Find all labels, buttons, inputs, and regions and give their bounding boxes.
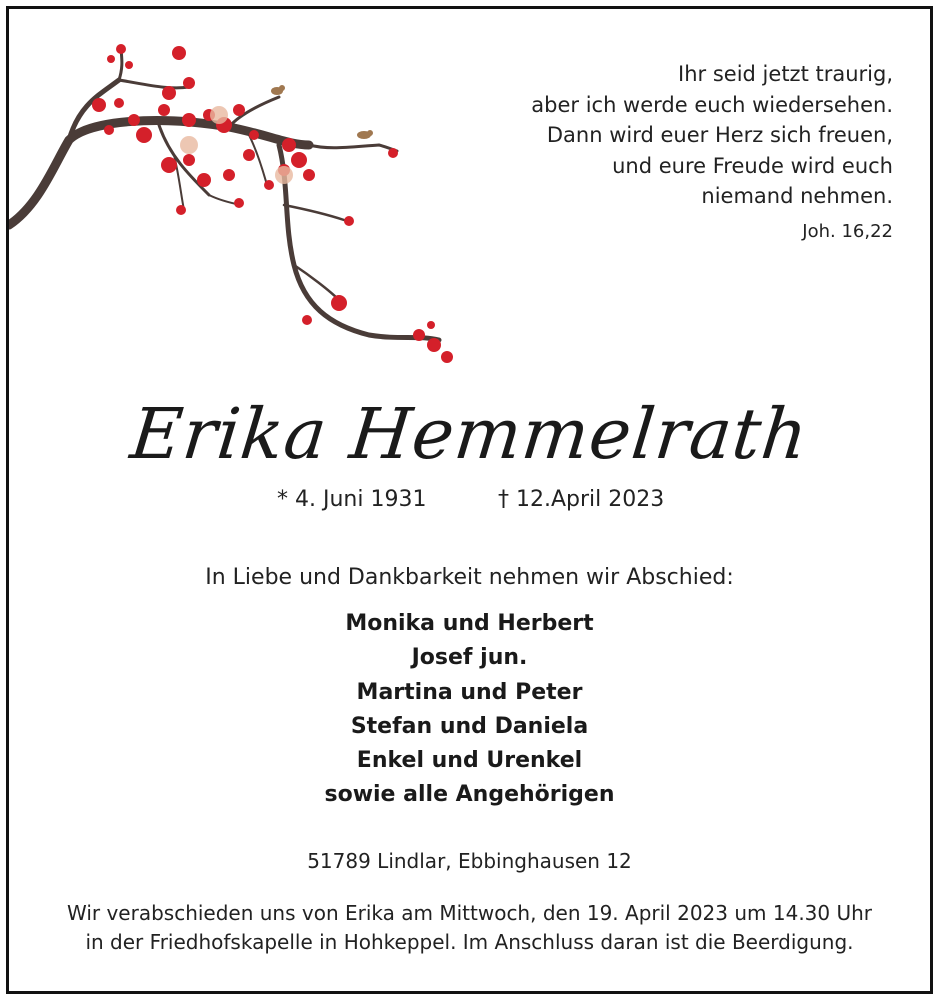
service-info <box>9 899 930 957</box>
quote-line: aber ich werde euch wiedersehen. <box>531 92 893 117</box>
service-line: Wir verabschieden uns von Erika am Mittwoch, den 19. April 2023 um 14.30 Uhr <box>66 901 873 925</box>
quote-line: und eure Freude wird euch <box>612 153 893 178</box>
family-member: Monika und Herbert <box>345 611 594 636</box>
death-date: † 12.April 2023 <box>498 487 665 512</box>
family-list <box>9 607 930 813</box>
birth-date: * 4. Juni 1931 <box>277 487 427 512</box>
bible-quote <box>453 59 893 212</box>
quote-line: niemand nehmen. <box>701 184 893 208</box>
family-member: sowie alle Angehörigen <box>324 782 615 808</box>
deceased-name: Erika Hemmelrath <box>126 393 813 475</box>
quote-line: Ihr seid jetzt traurig, <box>678 62 893 86</box>
quote-line: Dann wird euer Herz sich freuen, <box>546 123 893 147</box>
service-line: in der Friedhofskapelle in Hohkeppel. Im Anschluss daran ist die Beerdigung. <box>85 930 854 954</box>
family-member: Stefan und Daniela <box>350 713 589 739</box>
family-member: Josef jun. <box>411 645 528 671</box>
family-member: Enkel und Urenkel <box>356 748 583 774</box>
quote-source: Joh. 16,22 <box>802 221 893 242</box>
farewell-intro: In Liebe und Dankbarkeit nehmen wir Abschied: <box>205 565 734 590</box>
family-member: Martina und Peter <box>356 679 583 705</box>
obituary-frame <box>6 6 933 994</box>
address: 51789 Lindlar, Ebbinghausen 12 <box>307 849 632 873</box>
blossom-branch-icon <box>9 35 469 375</box>
